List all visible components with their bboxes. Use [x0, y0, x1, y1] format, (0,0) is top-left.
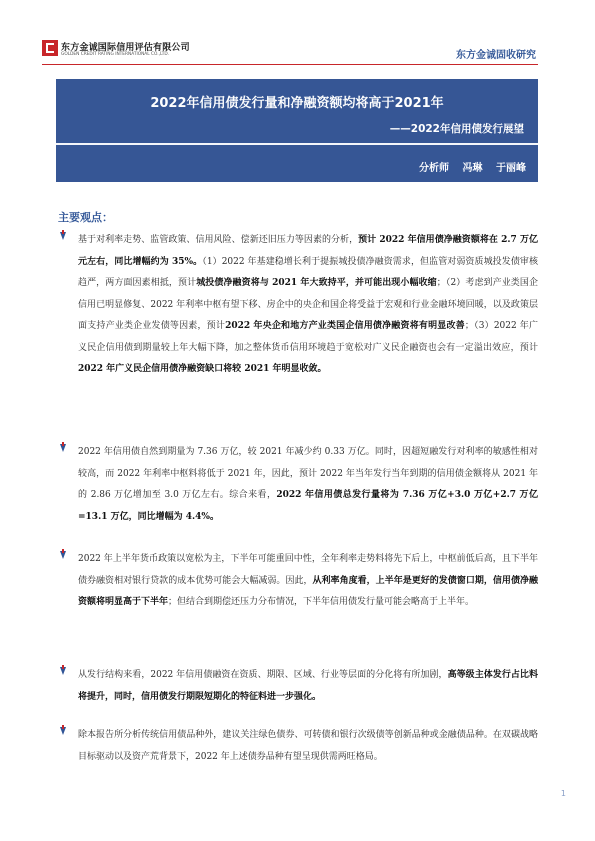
bullet-arrow-icon: [60, 551, 66, 561]
report-subtitle: ——2022年信用债发行展望: [389, 123, 524, 135]
emphasis-text: 高等级主体发行占比料将提升，同时，信用债发行期限短期化的特征料进一步强化。: [78, 670, 538, 702]
page-header: [0, 0, 595, 64]
company-logo-icon: [42, 40, 58, 56]
key-point-text: [78, 665, 538, 708]
emphasis-text: 2022 年信用债总发行量将为 7.36 万亿+3.0 万亿+2.7 万亿=13.1 万亿，同比增幅为 4.4%。: [78, 490, 538, 522]
header-divider: [42, 64, 538, 65]
emphasis-text: 从利率角度看，上半年是更好的发债窗口期，信用债净融资额将明显高于下半年: [78, 575, 538, 607]
body-text: ；（3）2022 年广义民企信用债到期量较上年大幅下降，加之整体货币信用环境趋于宽松对广义民企融资也会有一定溢出效应，预计: [78, 321, 538, 353]
body-text: ；但结合到期偿还压力分布情况，下半年信用债发行量可能会略高于上半年。: [168, 597, 475, 607]
brand-label: 东方金诚固收研究: [456, 50, 536, 61]
body-text: 2022 年上半年货币政策以宽松为主，下半年可能重回中性，全年利率走势料将先下后上，中枢前低后高，且下半年债券融资相对银行贷款的成本优势可能会大幅减弱。因此，: [78, 554, 538, 586]
analyst-names: 分析师 冯琳 于丽峰: [419, 163, 526, 174]
key-point-text: [78, 230, 538, 381]
bullet-arrow-icon: [60, 444, 66, 454]
emphasis-text: 2022 年广义民企信用债净融资缺口将较 2021 年明显收敛。: [78, 364, 327, 374]
body-text: 从发行结构来看，2022 年信用债融资在资质、期限、区域、行业等层面的分化将有所加剧，: [78, 670, 448, 680]
key-point-4: [60, 665, 538, 708]
key-point-text: [78, 725, 538, 768]
bullet-arrow-icon: [60, 727, 66, 737]
section-heading: 主要观点：: [58, 211, 113, 224]
title-banner: [56, 79, 538, 182]
body-text: 除本报告所分析传统信用债品种外，建议关注绿色债券、可转债和银行次级债等创新品种或金融债品种。在双碳战略目标驱动以及资产荒背景下，2022 年上述债券品种有望呈现供需两旺格局。: [78, 730, 538, 762]
key-point-3: [60, 549, 538, 614]
key-point-5: [60, 725, 538, 768]
company-name-cn: 东方金诚国际信用评估有限公司: [61, 43, 190, 53]
body-text: ；（2）考虑到产业类国企信用已明显修复、2022 年利率中枢有望下移、房企中的央企和国企将受益于宏观和行业金融环境回暖，以及政策层面支持产业类企业发债等因素，预计: [78, 278, 538, 331]
bullet-arrow-icon: [60, 667, 66, 677]
key-point-text: [78, 549, 538, 614]
body-text: （1）2022 年基建稳增长利于提振城投债净融资需求，但监管对弱资质城投发债审核趋严，两方面因素相抵，预计: [78, 256, 538, 288]
page-number: 1: [560, 789, 566, 798]
company-name-en: GOLDEN CREDIT RATING INTERNATIONAL CO.,LTD.: [61, 52, 170, 57]
emphasis-text: 2022 年央企和地方产业类国企信用债净融资将有明显改善: [225, 321, 465, 331]
body-text: 基于对利率走势、监管政策、信用风险、偿新还旧压力等因素的分析，: [78, 235, 359, 245]
key-point-text: [78, 442, 538, 528]
key-point-2: [60, 442, 538, 528]
body-text: 2022 年信用债自然到期量为 7.36 万亿，较 2021 年减少约 0.33 万亿。同时，因超短融发行对利率的敏感性相对较高，而 2022 年利率中枢料将低于 2021 年，因此，预计 2022 年当年发行当年到期的信用债金额将从 2021 年的 2.86 万亿增加至 3.0 万亿左右。综合来看，: [78, 447, 538, 500]
report-title: 2022年信用债发行量和净融资额均将高于2021年: [150, 96, 444, 111]
key-point-1: [60, 230, 538, 381]
bullet-arrow-icon: [60, 232, 66, 242]
banner-divider: [56, 143, 538, 145]
emphasis-text: 城投债净融资将与 2021 年大致持平，并可能出现小幅收缩: [196, 278, 437, 288]
emphasis-text: 预计 2022 年信用债净融资额将在 2.7 万亿元左右，同比增幅约为 35%。: [78, 235, 538, 267]
